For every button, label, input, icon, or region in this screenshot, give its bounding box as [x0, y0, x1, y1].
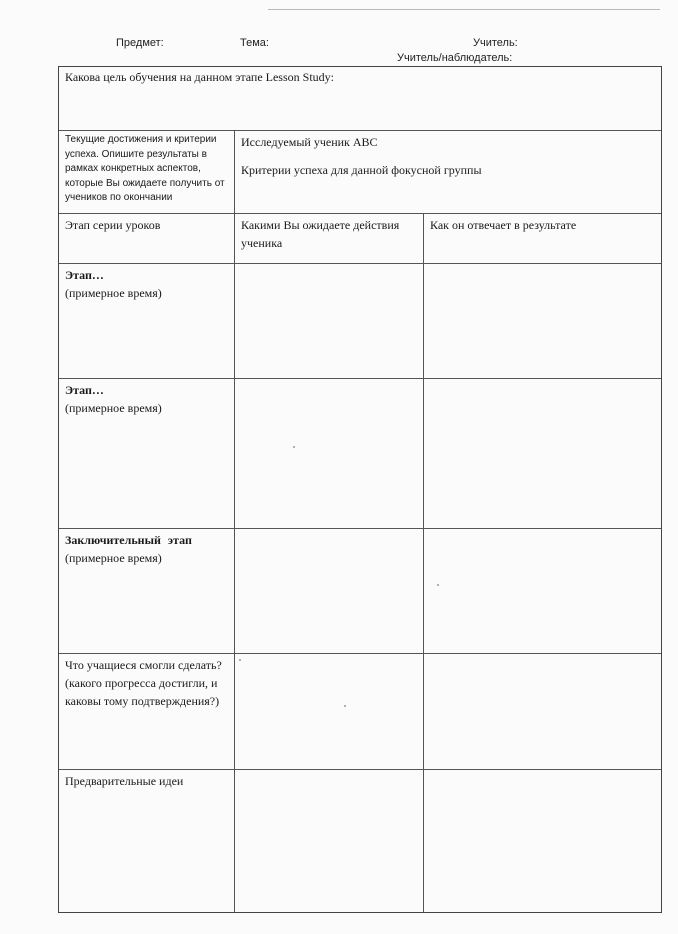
stage-column-header: Этап серии уроков [65, 218, 161, 232]
row-divider [59, 130, 661, 131]
stage-2-time: (примерное время) [65, 401, 162, 415]
stage-2-title: Этап… [65, 383, 104, 397]
subject-label: Предмет: [116, 37, 164, 49]
column-divider [234, 130, 235, 912]
preliminary-ideas-label: Предварительные идеи [65, 774, 184, 788]
scan-speck [437, 584, 439, 586]
row-divider [59, 653, 661, 654]
scan-speck [344, 705, 346, 707]
topic-label: Тема: [240, 37, 269, 49]
teacher-label: Учитель: [473, 37, 518, 49]
expected-actions-column-header: Какими Вы ожидаете действия ученика [241, 218, 400, 250]
scan-speck [293, 446, 295, 448]
response-column-header: Как он отвечает в результате [430, 218, 577, 232]
scan-edge-line [268, 9, 660, 10]
row-divider [59, 263, 661, 264]
row-divider [59, 213, 661, 214]
row-divider [59, 528, 661, 529]
stage-1-time: (примерное время) [65, 286, 162, 300]
stage-1-title: Этап… [65, 268, 104, 282]
column-divider [423, 213, 424, 912]
observer-label: Учитель/наблюдатель: [397, 52, 513, 64]
success-criteria-group: Критерии успеха для данной фокусной группы [241, 163, 482, 177]
final-stage-title: Заключительный этап [65, 533, 192, 547]
row-divider [59, 769, 661, 770]
lesson-study-form-table [58, 66, 662, 913]
row-divider [59, 378, 661, 379]
criteria-label: Текущие достижения и критерии успеха. Опишите результаты в рамках конкретных аспектов, которые Вы ожидаете получить от учеников по окончании [65, 134, 225, 203]
final-stage-time: (примерное время) [65, 551, 162, 565]
studied-student: Исследуемый ученик АВС [241, 135, 378, 149]
progress-question: Что учащиеся смогли сделать? (какого прогресса достигли, и каковы тому подтверждения?) [65, 658, 222, 708]
goal-question: Какова цель обучения на данном этапе Lesson Study: [65, 70, 334, 84]
scan-speck [239, 659, 241, 661]
